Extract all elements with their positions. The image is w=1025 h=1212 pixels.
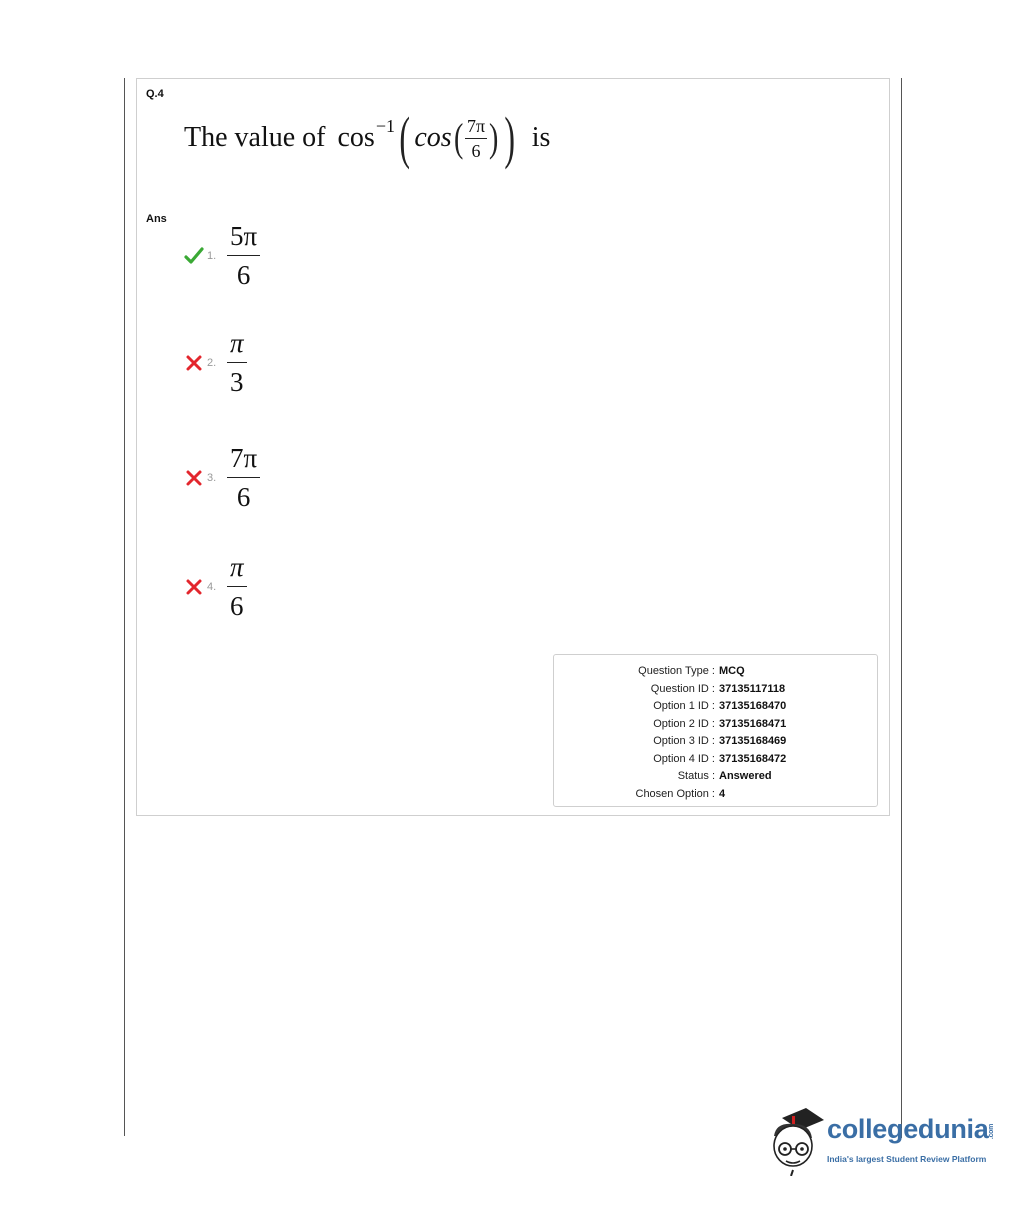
info-row-chosen-option: Chosen Option : 4 [635, 787, 726, 800]
page-left-border [124, 78, 125, 1136]
close-paren-inner: ) [489, 115, 499, 160]
question-number: Q.4 [146, 88, 164, 100]
argument-denominator: 6 [471, 140, 481, 161]
cross-icon [184, 468, 204, 488]
info-row-option-3-id: Option 3 ID : 37135168469 [653, 735, 787, 747]
brand-tagline: India's largest Student Review Platform [827, 1154, 987, 1164]
info-row-status: Status : Answered [677, 770, 772, 782]
option-numerator: 5π [227, 223, 260, 256]
option-denominator: 3 [230, 367, 244, 397]
info-row-option-4-id: Option 4 ID : 37135168472 [653, 752, 787, 765]
option-denominator: 6 [236, 260, 251, 290]
option-index: 3. [207, 472, 217, 484]
option-4 [184, 554, 247, 620]
question-suffix: is [531, 122, 551, 153]
question-prefix: The value of [184, 122, 326, 153]
option-fraction [227, 223, 260, 289]
inverse-exponent: −1 [375, 115, 395, 136]
option-fraction [227, 330, 247, 396]
argument-fraction [465, 117, 487, 160]
answer-label: Ans [146, 213, 167, 225]
inner-function: cos [414, 122, 452, 153]
collegedunia-logo[interactable] [766, 1106, 996, 1176]
argument-numerator: 7π [465, 117, 487, 139]
info-row-question-type: Question Type : MCQ [638, 665, 745, 677]
open-paren-inner: ( [453, 115, 463, 160]
question-info-panel [553, 654, 878, 807]
page-right-border [901, 78, 902, 1138]
option-numerator: π [227, 330, 247, 363]
option-index: 4. [207, 581, 217, 593]
option-fraction [227, 445, 260, 511]
option-numerator: 7π [227, 445, 260, 478]
option-denominator: 6 [230, 591, 244, 621]
mascot-icon [766, 1106, 826, 1176]
brand-domain-suffix: .com [988, 1123, 996, 1140]
close-paren: ) [504, 105, 516, 170]
option-fraction [227, 554, 247, 620]
option-2 [184, 330, 247, 396]
brand-name: collegedunia .com [827, 1114, 996, 1144]
check-icon [184, 246, 204, 266]
info-row-option-2-id: Option 2 ID : 37135168471 [653, 717, 787, 730]
info-row-option-1-id: Option 1 ID : 37135168470 [653, 700, 787, 712]
info-row-question-id: Question ID : 37135117118 [650, 682, 786, 695]
outer-function: cos [337, 122, 375, 153]
option-1 [184, 223, 260, 289]
cross-icon [184, 577, 204, 597]
open-paren: ( [399, 105, 410, 170]
option-3 [184, 445, 260, 511]
option-index: 2. [207, 357, 217, 369]
question-text [184, 106, 550, 170]
cross-icon [184, 353, 204, 373]
option-numerator: π [227, 554, 247, 587]
option-index: 1. [207, 250, 217, 262]
option-denominator: 6 [236, 482, 251, 512]
